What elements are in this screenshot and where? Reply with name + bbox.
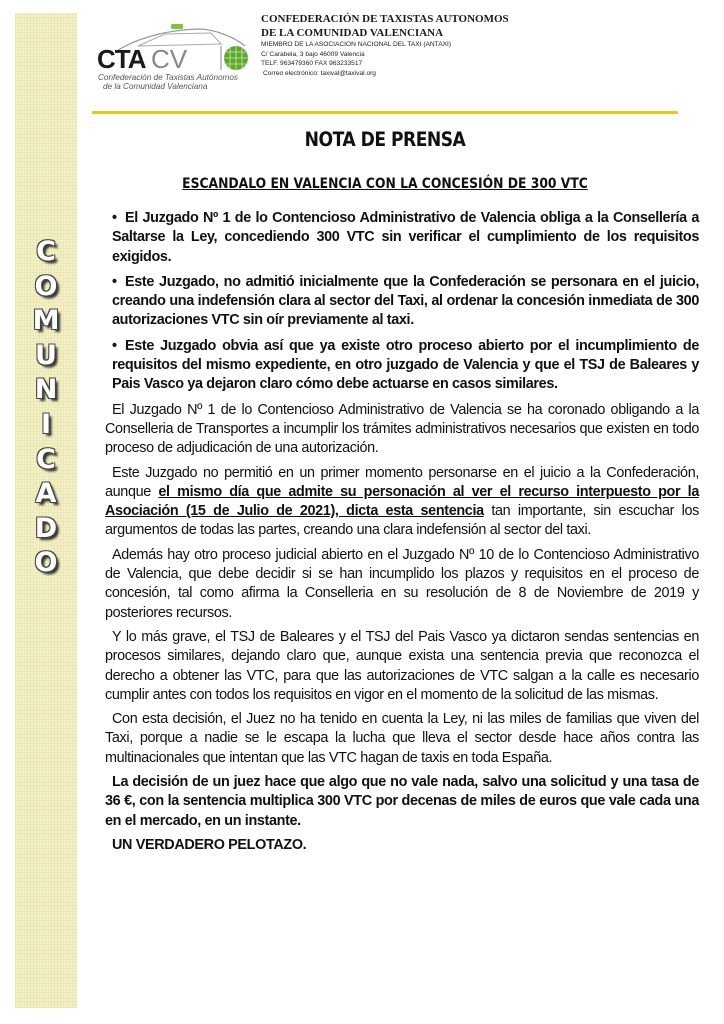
org-phone: TELF. 963479360 FAX 963233517 [261, 60, 363, 67]
ctacv-logo [93, 22, 253, 90]
header-divider [92, 111, 678, 114]
org-membership: MIEMBRO DE LA ASOCIACION NACIONAL DEL TAXI (ANTAXI) [261, 41, 452, 48]
paragraph: Con esta decisión, el Juez no ha tenido en cuenta la Ley, ni las miles de familias que viven del Taxi, porque a nadie se le escapa la lucha que lleva el sector desde hace años contra las multinacionales que intentan que las VTC hagan de taxis en toda España. [105, 711, 699, 766]
bullet-item [112, 337, 699, 395]
bullet-icon: • [112, 337, 117, 354]
paragraph: Además hay otro proceso judicial abierto en el Juzgado Nº 10 de lo Contencioso Administrativo de Valencia, que debe decidir si se han incumplido los plazos y requisitos en el proceso de concesión, tal como afirma la Conselleria en su resolución de 8 de Noviembre de 2019 y posteriores recursos. [105, 546, 699, 621]
bullet-text: El Juzgado Nº 1 de lo Contencioso Administrativo de Valencia obliga a la Consellería a Saltarse la Ley, concediendo 300 VTC sin verificar el cumplimiento de los requisitos exigidos. [112, 210, 699, 265]
paragraph: El Juzgado Nº 1 de lo Contencioso Administrativo de Valencia se ha coronado obligando a la Conselleria de Transportes a incumplir los trámites administrativos necesarios que existen en todo proceso de adjudicación de una autorización. [105, 401, 699, 457]
sidebar-letter: O [34, 547, 58, 579]
sidebar-letter: M [32, 305, 60, 337]
bullet-icon: • [112, 273, 117, 290]
org-email: Correo electrónico: taxival@taxival.org [263, 69, 376, 77]
org-title-line1: CONFEDERACIÓN DE TAXISTAS AUTONOMOS [261, 13, 509, 25]
sidebar-band [15, 13, 77, 1008]
bullet-icon: • [112, 210, 117, 226]
underlined-emphasis: el mismo día que admite su personación al ver el recurso interpuesto por la Asociación (15 de Julio de 2021), dicta esta sentencia [105, 483, 699, 520]
bullet-text: Este Juzgado, no admitió inicialmente que la Confederación se personara en el juicio, creando una indefensión clara al sector del Taxi, al ordenar la concesión inmediata de 300 autorizaciones VTC sin oír previamente al taxi. [112, 273, 699, 329]
sidebar-letter: N [34, 374, 58, 406]
paragraph-text: Este Juzgado no permitió en un primer momento personarse en el juicio a la Confederación, aunque [105, 464, 699, 500]
bullet-item [112, 273, 699, 331]
paragraph-text: tan importante, sin escuchar los argumentos de todas las partes, creando una clara indefensión al sector del taxi. [105, 503, 699, 539]
paragraph-bold: La decisión de un juez hace que algo que no vale nada, salvo una solicitud y una tasa de 36 €, con la sentencia multiplica 300 VTC por decenas de miles de euros que vale cada una en el mercado, en un instante. [105, 774, 699, 829]
page-title: NOTA DE PRENSA [304, 128, 466, 151]
paragraph: Y lo más grave, el TSJ de Baleares y el TSJ del Pais Vasco ya dictaron sendas sentencias en procesos similares, dejando claro que, aunque exista una sentencia previa que reconozca el derecho a obtener las VTC, para que las autorizaciones de VTC salgan a la calle es necesario cumplir antes con todos los requisitos en vigor en el momento de la solicitud de las mismas. [105, 628, 699, 703]
sidebar-letter: O [34, 270, 58, 302]
sidebar-letter: D [34, 512, 58, 544]
closing-statement: UN VERDADERO PELOTAZO. [112, 836, 307, 853]
org-address: C/ Carabela, 3 bajo 46009 Valencia [261, 50, 365, 58]
paragraph [105, 464, 699, 541]
logo-wordmark-light: CV [151, 44, 188, 74]
sidebar-letter: C [36, 236, 56, 267]
org-title-line2: DE LA COMUNIDAD VALENCIANA [261, 27, 444, 39]
sidebar-letter: U [35, 339, 57, 371]
sidebar-letter: A [35, 478, 57, 510]
page-subtitle: ESCANDALO EN VALENCIA CON LA CONCESIÓN DE 300 VTC [182, 176, 588, 192]
bullet-text: Este Juzgado obvia así que ya existe otro proceso abierto por el incumplimiento de requisitos del mismo expediente, en otro juzgado de Valencia y que el TSJ de Baleares y Pais Vasco ya dejaron claro cómo debe actuarse en casos similares. [112, 337, 699, 393]
logo-subtitle-line1: Confederación de Taxistas Autónomos [98, 73, 239, 82]
logo-wordmark-bold: CTA [97, 44, 146, 74]
sidebar-letter: C [36, 443, 56, 475]
press-release-body [105, 209, 699, 860]
logo-subtitle-line2: de la Comunidad Valenciana [103, 82, 208, 91]
sidebar-letter: I [40, 408, 52, 440]
bullet-item [112, 209, 699, 267]
organization-header [261, 12, 509, 78]
sidebar-vertical-word [15, 235, 77, 581]
